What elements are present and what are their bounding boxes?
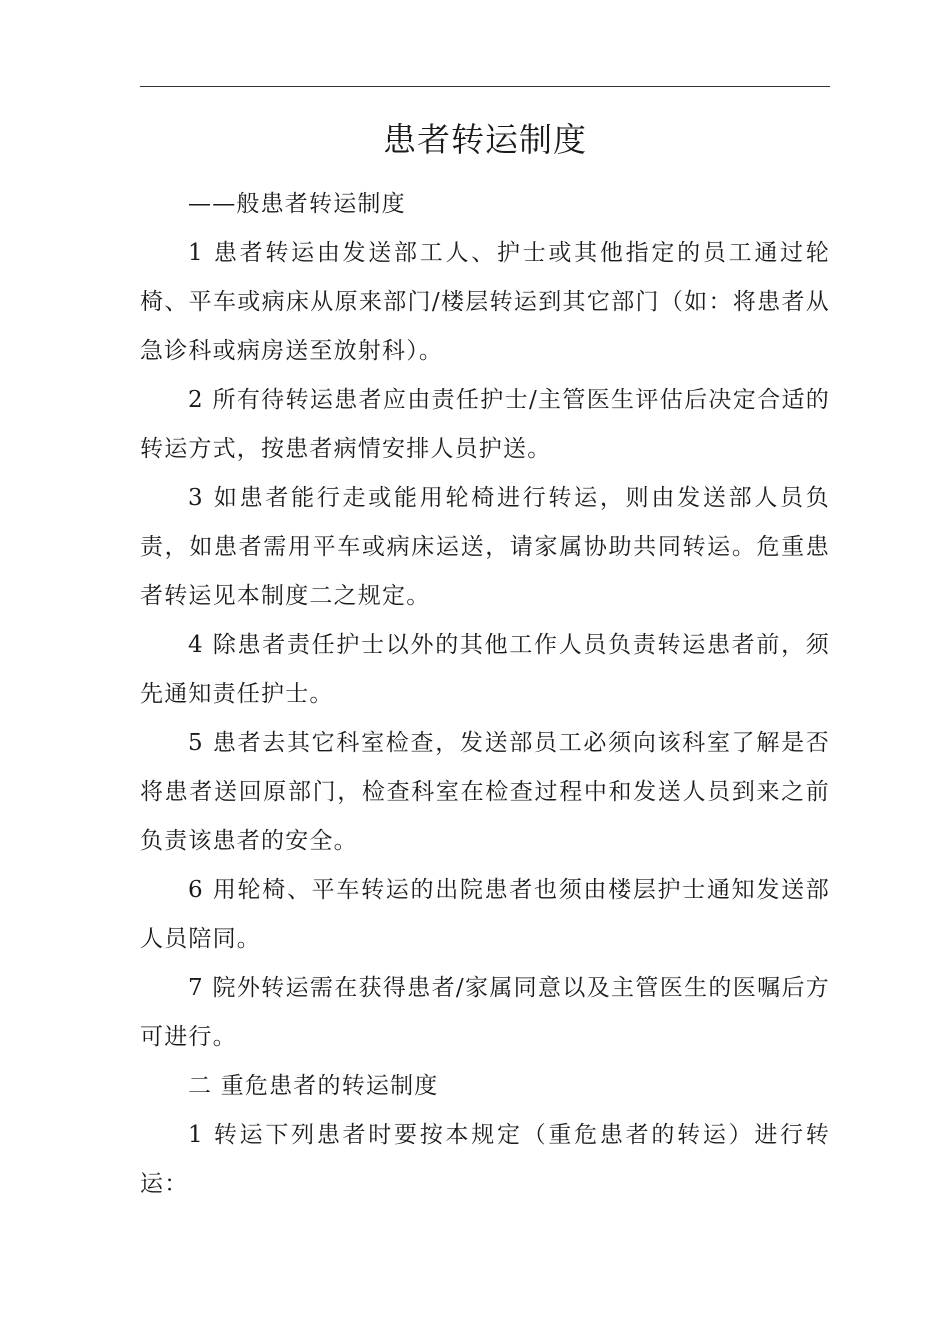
document-body	[140, 180, 830, 1209]
paragraph-4: 4 除患者责任护士以外的其他工作人员负责转运患者前，须先通知责任护士。	[140, 632, 830, 707]
section-heading-general: ——般患者转运制度	[188, 191, 406, 217]
header-rule	[140, 86, 830, 87]
section-heading-critical: 二 重危患者的转运制度	[188, 1073, 439, 1099]
paragraph-6: 6 用轮椅、平车转运的出院患者也须由楼层护士通知发送部人员陪同。	[140, 877, 830, 952]
paragraph-7: 7 院外转运需在获得患者/家属同意以及主管医生的医嘱后方可进行。	[140, 975, 830, 1050]
paragraph-1: 1 患者转运由发送部工人、护士或其他指定的员工通过轮椅、平车或病床从原来部门/楼层转运到其它部门（如：将患者从急诊科或病房送至放射科）。	[140, 240, 830, 364]
document-title: 患者转运制度	[383, 120, 587, 159]
paragraph-3: 3 如患者能行走或能用轮椅进行转运，则由发送部人员负责，如患者需用平车或病床运送，请家属协助共同转运。危重患者转运见本制度二之规定。	[140, 485, 830, 609]
paragraph-critical-1: 1 转运下列患者时要按本规定（重危患者的转运）进行转运：	[140, 1122, 830, 1197]
paragraph-2: 2 所有待转运患者应由责任护士/主管医生评估后决定合适的转运方式，按患者病情安排人员护送。	[140, 387, 830, 462]
paragraph-5: 5 患者去其它科室检查，发送部员工必须向该科室了解是否将患者送回原部门，检查科室在检查过程中和发送人员到来之前负责该患者的安全。	[140, 730, 830, 854]
